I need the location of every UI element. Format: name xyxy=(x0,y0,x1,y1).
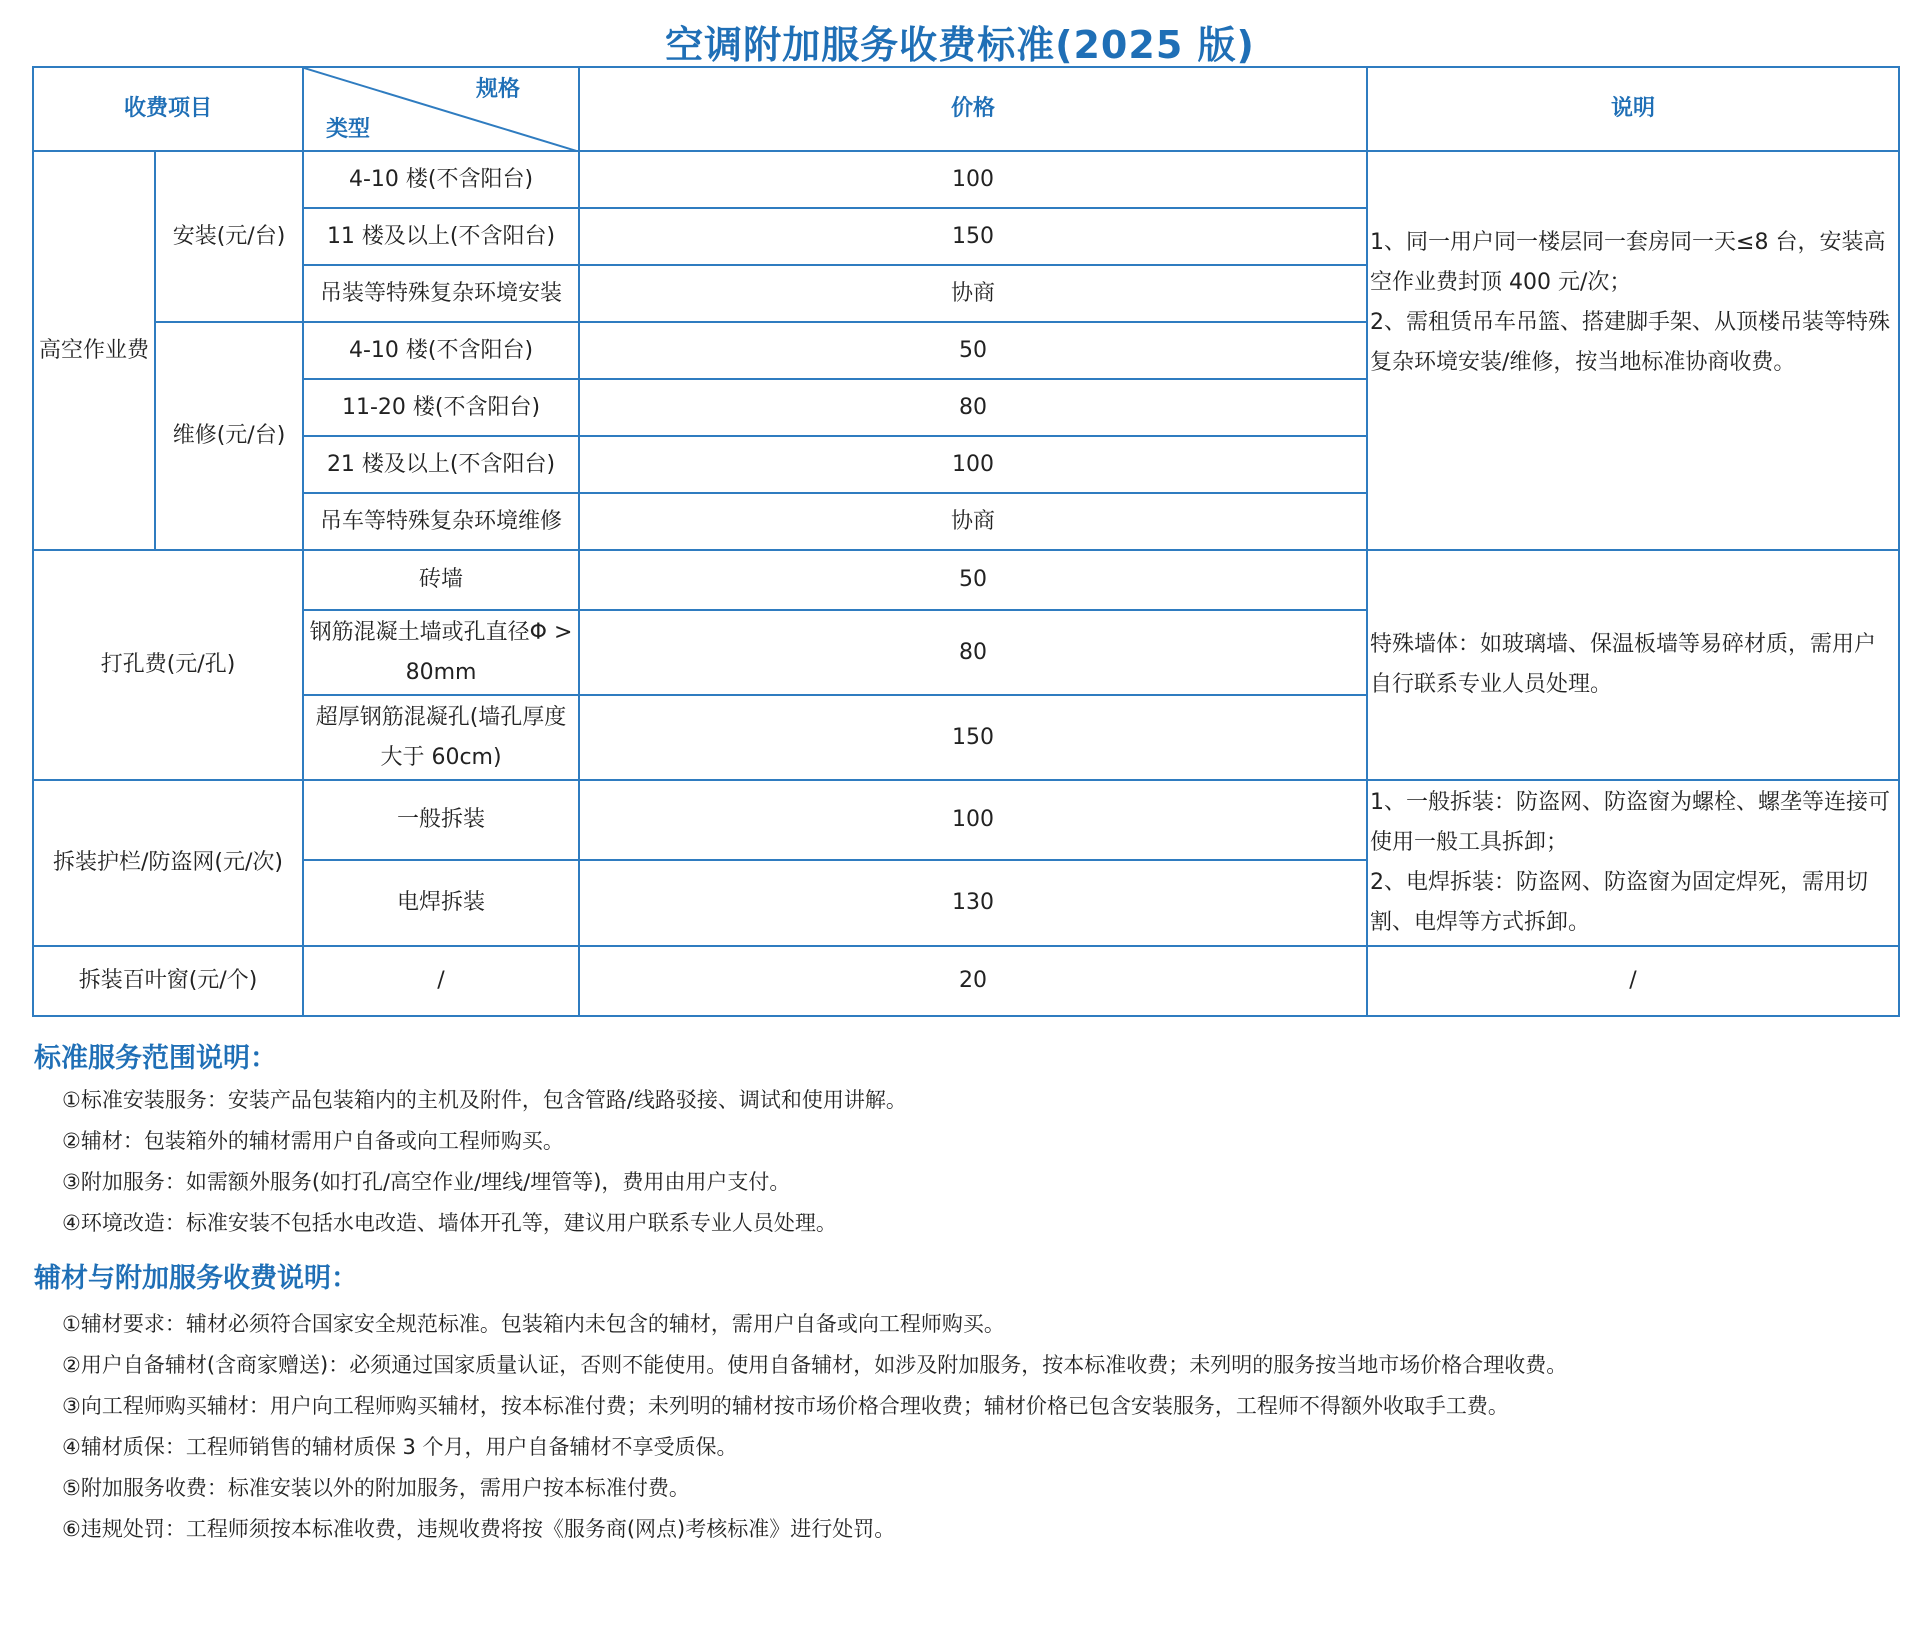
header-note: 说明 xyxy=(1367,67,1899,151)
note-high-altitude xyxy=(1367,151,1899,550)
note-louver: / xyxy=(1367,946,1899,1016)
price-cell: 100 xyxy=(579,780,1367,860)
group-louver: 拆装百叶窗(元/个) xyxy=(33,946,303,1016)
price-cell: 100 xyxy=(579,151,1367,208)
note-line: 2、电焊拆装：防盗网、防盗窗为固定焊死，需用切割、电焊等方式拆卸。 xyxy=(1370,870,1869,935)
header-item: 收费项目 xyxy=(33,67,303,151)
table-header-row xyxy=(33,67,1899,151)
group-drilling: 打孔费(元/孔) xyxy=(33,550,303,780)
table-row xyxy=(33,151,1899,208)
spec-cell: 4-10 楼(不含阳台) xyxy=(303,151,579,208)
price-cell: 50 xyxy=(579,322,1367,379)
price-cell: 80 xyxy=(579,610,1367,695)
spec-cell: 4-10 楼(不含阳台) xyxy=(303,322,579,379)
list-item: ①辅材要求：辅材必须符合国家安全规范标准。包装箱内未包含的辅材，需用户自备或向工程师购买。 xyxy=(62,1312,1005,1336)
section-title-scope: 标准服务范围说明： xyxy=(34,1043,277,1074)
list-item: ②用户自备辅材(含商家赠送)：必须通过国家质量认证，否则不能使用。使用自备辅材，如涉及附加服务，按本标准收费；未列明的服务按当地市场价格合理收费。 xyxy=(62,1353,1568,1377)
price-cell: 130 xyxy=(579,860,1367,946)
list-item: ④辅材质保：工程师销售的辅材质保 3 个月，用户自备辅材不享受质保。 xyxy=(62,1435,738,1459)
spec-cell: / xyxy=(303,946,579,1016)
header-spec: 规格 xyxy=(476,77,521,102)
header-spec-type xyxy=(303,67,579,151)
spec-cell: 吊车等特殊复杂环境维修 xyxy=(303,493,579,550)
note-line: 1、同一用户同一楼层同一套房同一天≤8 台，安装高空作业费封顶 400 元/次； xyxy=(1370,229,1886,295)
list-item: ④环境改造：标准安装不包括水电改造、墙体开孔等，建议用户联系专业人员处理。 xyxy=(62,1211,837,1235)
table-row xyxy=(33,946,1899,1016)
price-cell: 20 xyxy=(579,946,1367,1016)
list-item: ①标准安装服务：安装产品包装箱内的主机及附件，包含管路/线路驳接、调试和使用讲解。 xyxy=(62,1088,907,1112)
section-title-materials: 辅材与附加服务收费说明： xyxy=(34,1263,358,1294)
scope-list xyxy=(62,1080,907,1244)
spec-cell: 电焊拆装 xyxy=(303,860,579,946)
fee-table xyxy=(32,66,1900,1017)
spec-cell: 钢筋混凝土墙或孔直径Φ > 80mm xyxy=(303,610,579,695)
list-item: ⑤附加服务收费：标准安装以外的附加服务，需用户按本标准付费。 xyxy=(62,1476,690,1500)
page-title: 空调附加服务收费标准(2025 版) xyxy=(665,23,1255,67)
table-row xyxy=(33,550,1899,610)
spec-cell: 超厚钢筋混凝孔(墙孔厚度大于 60cm) xyxy=(303,695,579,780)
price-cell: 50 xyxy=(579,550,1367,610)
note-guardrail xyxy=(1367,780,1899,946)
price-cell: 80 xyxy=(579,379,1367,436)
header-price: 价格 xyxy=(579,67,1367,151)
note-drilling: 特殊墙体：如玻璃墙、保温板墙等易碎材质，需用户自行联系专业人员处理。 xyxy=(1367,550,1899,780)
spec-cell: 吊装等特殊复杂环境安装 xyxy=(303,265,579,322)
list-item: ③向工程师购买辅材：用户向工程师购买辅材，按本标准付费；未列明的辅材按市场价格合理收费；辅材价格已包含安装服务，工程师不得额外收取手工费。 xyxy=(62,1394,1509,1418)
list-item: ③附加服务：如需额外服务(如打孔/高空作业/埋线/埋管等)，费用由用户支付。 xyxy=(62,1170,791,1194)
price-cell: 协商 xyxy=(579,493,1367,550)
table-row xyxy=(33,780,1899,860)
header-type: 类型 xyxy=(326,117,371,142)
spec-cell: 一般拆装 xyxy=(303,780,579,860)
spec-cell: 11 楼及以上(不含阳台) xyxy=(303,208,579,265)
note-line: 1、一般拆装：防盗网、防盗窗为螺栓、螺垄等连接可使用一般工具拆卸； xyxy=(1370,790,1891,855)
subgroup-repair: 维修(元/台) xyxy=(155,322,303,550)
spec-cell: 砖墙 xyxy=(303,550,579,610)
group-high-altitude: 高空作业费 xyxy=(33,151,155,550)
price-cell: 150 xyxy=(579,208,1367,265)
price-cell: 150 xyxy=(579,695,1367,780)
group-guardrail: 拆装护栏/防盗网(元/次) xyxy=(33,780,303,946)
subgroup-install: 安装(元/台) xyxy=(155,151,303,322)
materials-list xyxy=(62,1304,1567,1550)
list-item: ②辅材：包装箱外的辅材需用户自备或向工程师购买。 xyxy=(62,1129,564,1153)
price-cell: 100 xyxy=(579,436,1367,493)
price-cell: 协商 xyxy=(579,265,1367,322)
list-item: ⑥违规处罚：工程师须按本标准收费，违规收费将按《服务商(网点)考核标准》进行处罚。 xyxy=(62,1517,896,1541)
spec-cell: 21 楼及以上(不含阳台) xyxy=(303,436,579,493)
note-line: 2、需租赁吊车吊篮、搭建脚手架、从顶楼吊装等特殊复杂环境安装/维修，按当地标准协商收费。 xyxy=(1370,309,1891,375)
spec-cell: 11-20 楼(不含阳台) xyxy=(303,379,579,436)
